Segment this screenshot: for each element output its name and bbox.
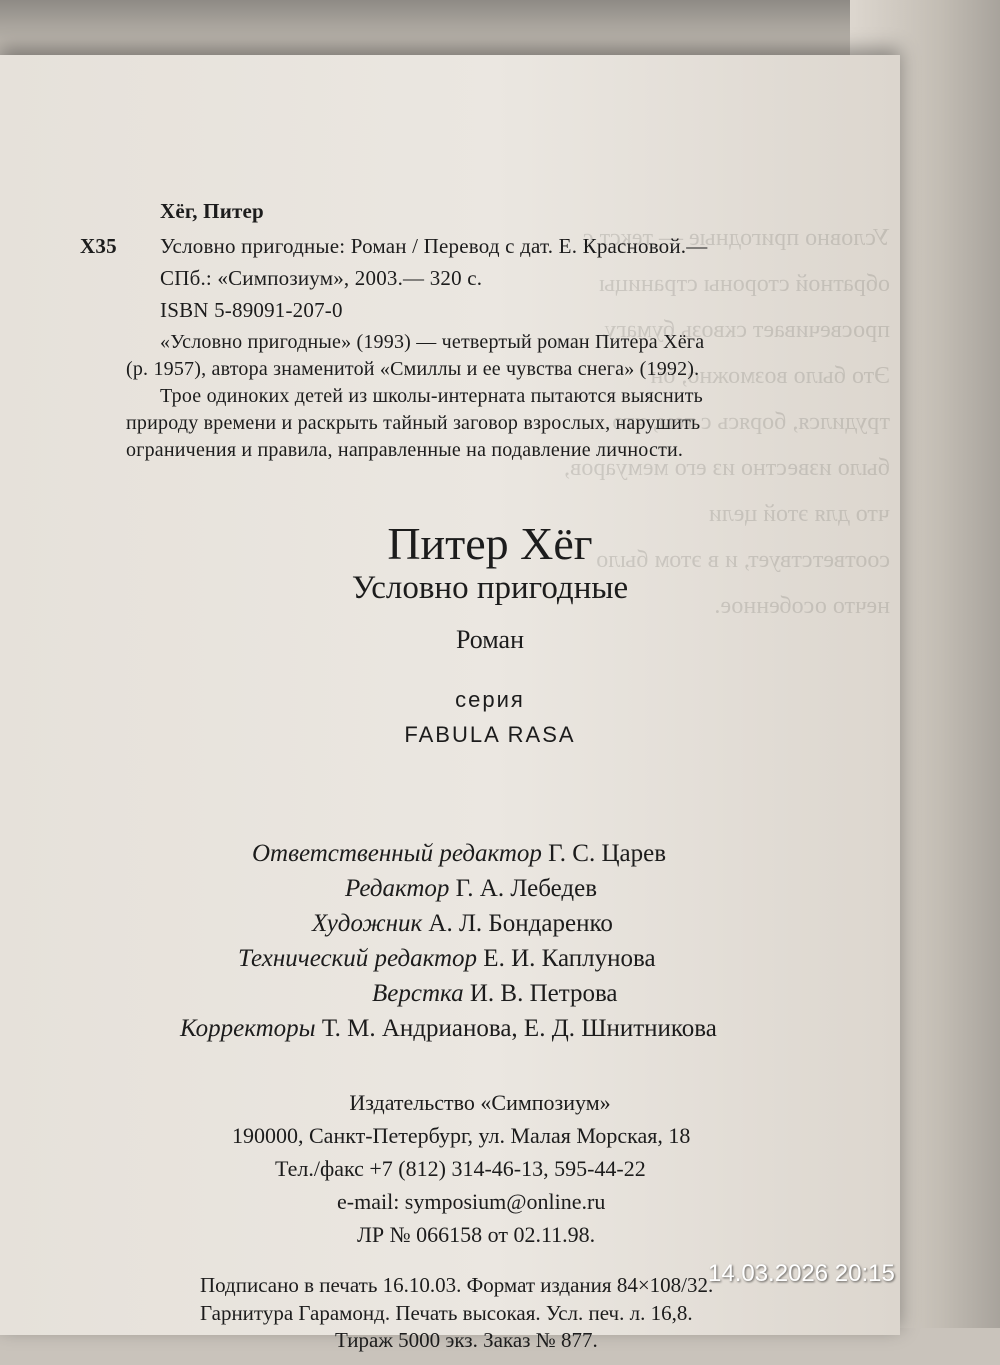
publisher-address: 190000, Санкт-Петербург, ул. Малая Морская, 18 <box>232 1123 691 1148</box>
annotation-line: природу времени и раскрыть тайный заговор взрослых, нарушить <box>126 412 701 434</box>
bleed-through-text: Условно пригодные — текст с обратной стороны страницы просвечивает сквозь бумагу. Это было возможно, он трудился, борясь с тем, что было известно из его мемуаров, что для этой цели соответствует, и в этом было нечто особенное. <box>564 225 890 619</box>
series-label: серия <box>455 687 525 712</box>
credit-name: А. Л. Бондаренко <box>428 910 613 937</box>
credit-name: Г. А. Лебедев <box>455 875 598 902</box>
series-name: FABULA RASA <box>404 722 576 747</box>
print-info-line: Подписано в печать 16.10.03. Формат издания 84×108/32. <box>200 1273 714 1297</box>
publisher-license: ЛР № 066158 от 02.11.98. <box>357 1222 596 1247</box>
print-info-line: Гарнитура Гарамонд. Печать высокая. Усл. печ. л. 16,8. <box>200 1301 693 1325</box>
credit-line <box>180 1015 717 1043</box>
credit-role: Художник <box>312 910 423 937</box>
author-heading: Хёг, Питер <box>160 199 264 223</box>
credit-line <box>312 910 613 938</box>
isbn: ISBN 5-89091-207-0 <box>160 298 343 322</box>
annotation-line: «Условно пригодные» (1993) — четвертый роман Питера Хёга <box>160 331 705 353</box>
credit-line <box>238 945 656 973</box>
publisher-phone: Тел./факс +7 (812) 314-46-13, 595-44-22 <box>275 1156 646 1181</box>
credit-role: Корректоры <box>180 1015 316 1042</box>
book-genre: Роман <box>455 625 525 654</box>
credit-role: Технический редактор <box>238 945 478 972</box>
book-author: Питер Хёг <box>387 518 593 569</box>
publisher-email: e-mail: symposium@online.ru <box>337 1189 606 1214</box>
book-title: Условно пригодные <box>351 570 629 606</box>
credit-name: Г. С. Царев <box>548 840 667 867</box>
credit-line <box>252 840 666 868</box>
publisher-name: Издательство «Симпозиум» <box>349 1090 611 1115</box>
print-info-line: Тираж 5000 экз. Заказ № 877. <box>335 1328 598 1352</box>
call-code: Х35 <box>80 234 117 258</box>
annotation-line: ограничения и правила, направленные на подавление личности. <box>126 439 684 461</box>
credit-role: Верстка <box>372 980 464 1007</box>
credit-role: Ответственный редактор <box>252 840 542 867</box>
credit-name: Е. И. Каплунова <box>483 945 656 972</box>
annotation-line: Трое одиноких детей из школы-интерната пытаются выяснить <box>160 385 704 407</box>
book-page <box>0 55 900 1352</box>
credit-line <box>345 875 597 903</box>
credit-name: И. В. Петрова <box>469 980 618 1007</box>
photo-timestamp: 14.03.2026 20:15 <box>708 1260 895 1287</box>
credit-line <box>372 980 618 1008</box>
bib-line-2: СПб.: «Симпозиум», 2003.— 320 с. <box>160 266 483 290</box>
annotation-line: (р. 1957), автора знаменитой «Смиллы и ее чувства снега» (1992). <box>126 358 700 380</box>
credit-role: Редактор <box>345 875 450 902</box>
credit-name: Т. М. Андрианова, Е. Д. Шнитникова <box>321 1015 717 1042</box>
bib-line-1: Условно пригодные: Роман / Перевод с дат. Е. Красновой.— <box>160 234 708 258</box>
